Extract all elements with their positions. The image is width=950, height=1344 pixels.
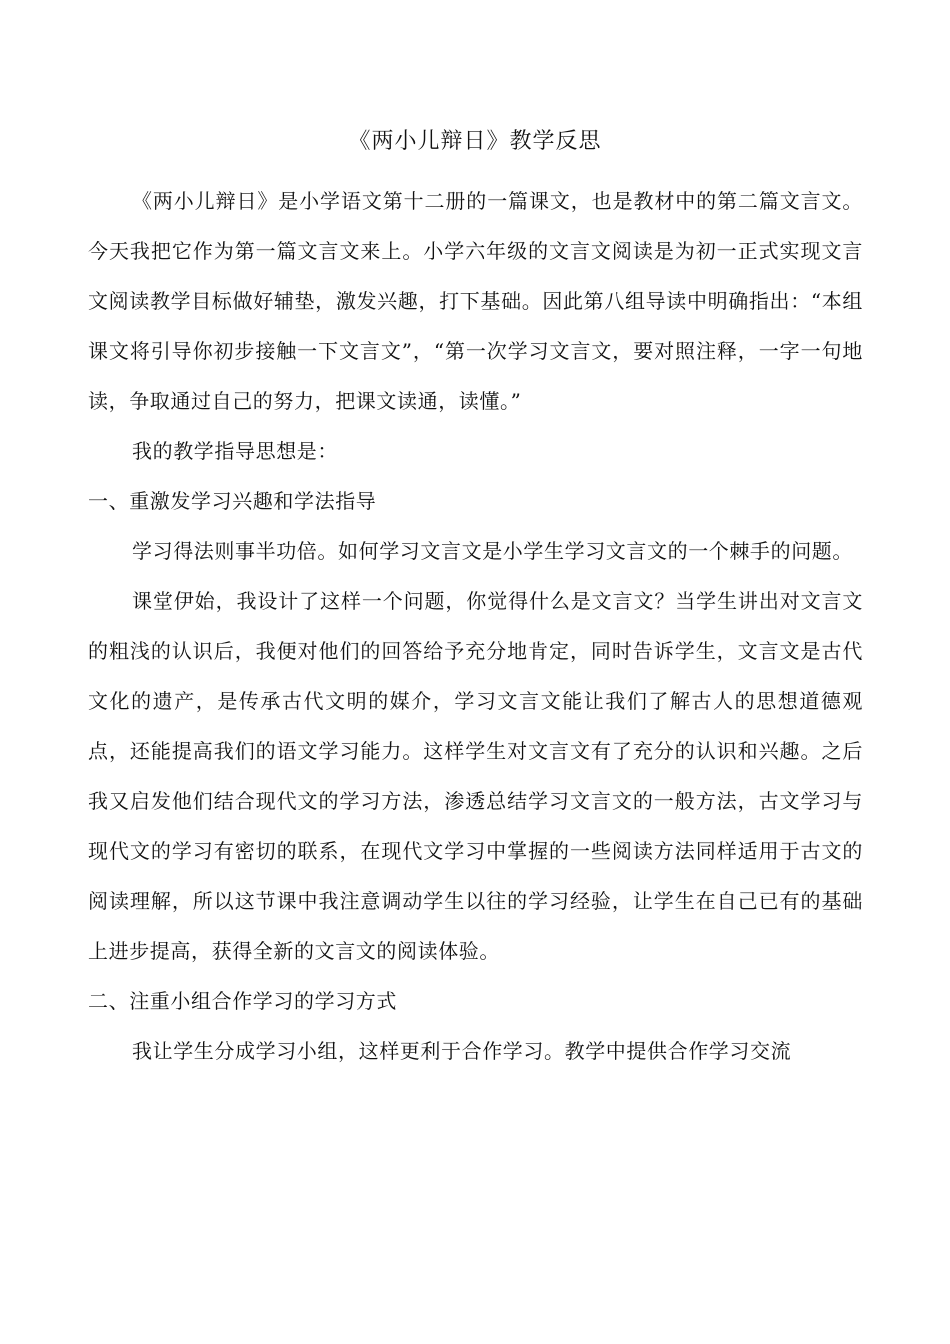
paragraph-method: 学习得法则事半功倍。如何学习文言文是小学生学习文言文的一个棘手的问题。 bbox=[132, 539, 853, 563]
paragraph-classroom: 课堂伊始，我设计了这样一个问题，你觉得什么是文言文？当学生讲出对文言文的粗浅的认识后，我便对他们的回答给予充分地肯定，同时告诉学生，文言文是古代文化的遗产，是传承古代文明的媒介，学习文言文能让我们了解古人的思想道德观点，还能提高我们的语文学习能力。这样学生对文言文有了充分的认识和兴趣。之后我又启发他们结合现代文的学习方法，渗透总结学习文言文的一般方法，古文学习与现代文的学习有密切的联系，在现代文学习中掌握的一些阅读方法同样适用于古文的阅读理解，所以这节课中我注意调动学生以往的学习经验，让学生在自己已有的基础上进步提高，获得全新的文言文的阅读体验。 bbox=[88, 589, 863, 963]
paragraph-group-study: 我让学生分成学习小组，这样更利于合作学习。教学中提供合作学习交流 bbox=[132, 1039, 792, 1063]
document-body bbox=[88, 176, 863, 1076]
section-heading-2: 二、注重小组合作学习的学习方式 bbox=[88, 989, 397, 1013]
paragraph-intro: 《两小儿辩日》是小学语文第十二册的一篇课文，也是教材中的第二篇文言文。今天我把它作为第一篇文言文来上。小学六年级的文言文阅读是为初一正式实现文言文阅读教学目标做好辅垫，激发兴趣，打下基础。因此第八组导读中明确指出：“本组课文将引导你初步接触一下文言文”，“第一次学习文言文，要对照注释，一字一句地读，争取通过自己的努力，把课文读通，读懂。” bbox=[88, 189, 863, 413]
section-heading-1: 一、重激发学习兴趣和学法指导 bbox=[88, 489, 377, 513]
document-title: 《两小儿辩日》教学反思 bbox=[348, 129, 602, 154]
paragraph-guiding-thought: 我的教学指导思想是： bbox=[132, 439, 338, 463]
